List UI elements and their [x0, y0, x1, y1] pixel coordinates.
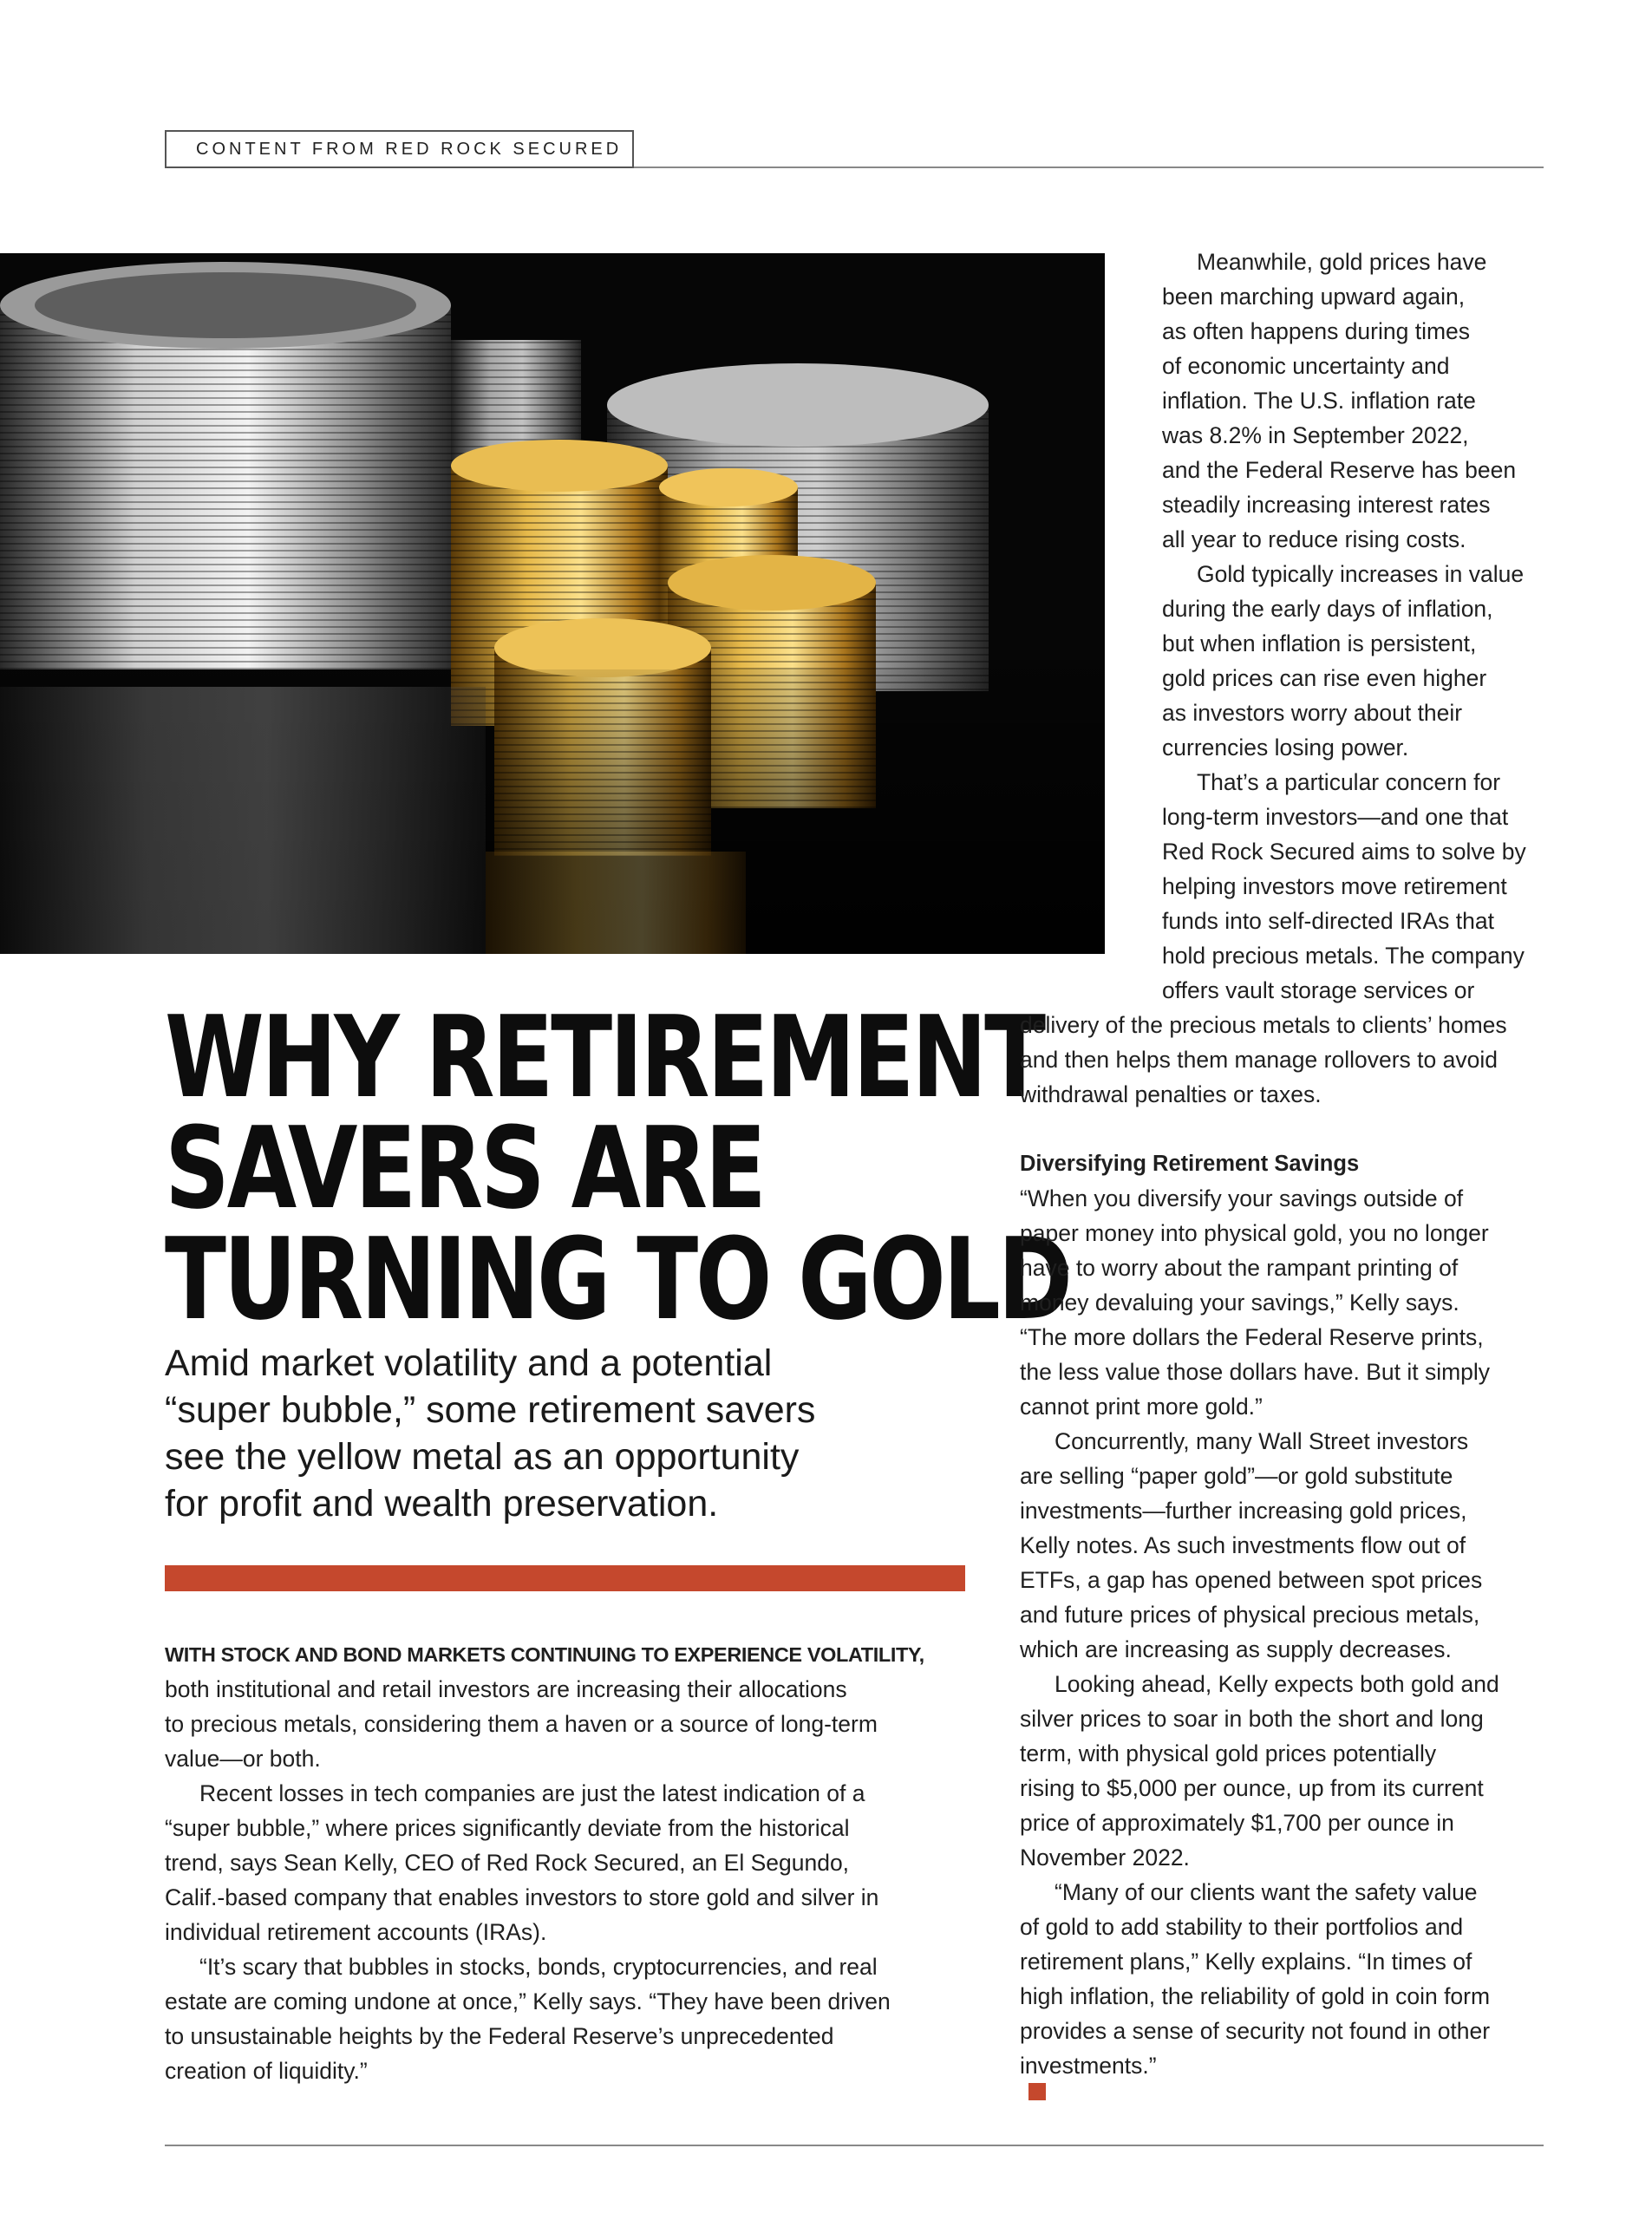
body-line: helping investors move retirement: [1162, 873, 1507, 899]
body-line: which are increasing as supply decreases.: [1020, 1636, 1452, 1662]
body-line: creation of liquidity.”: [165, 2058, 368, 2084]
body-line: to precious metals, considering them a haven or a source of long-term: [165, 1711, 878, 1737]
body-line: currencies losing power.: [1162, 735, 1409, 761]
body-line: are selling “paper gold”—or gold substitute: [1020, 1463, 1453, 1489]
body-line: investments.”: [1020, 2053, 1157, 2079]
body-line: but when inflation is persistent,: [1162, 630, 1477, 656]
body-line: Recent losses in tech companies are just the latest indication of a: [199, 1780, 865, 1806]
body-line: That’s a particular concern for: [1197, 769, 1501, 795]
body-line: as investors worry about their: [1162, 700, 1463, 726]
section-subhead: Diversifying Retirement Savings: [1020, 1152, 1360, 1176]
body-line: as often happens during times: [1162, 318, 1471, 344]
headline-line: SAVERS ARE: [165, 1102, 764, 1234]
body-line: Concurrently, many Wall Street investors: [1055, 1428, 1469, 1454]
dek-line: “super bubble,” some retirement savers: [165, 1389, 816, 1431]
body-line: and future prices of physical precious metals,: [1020, 1602, 1480, 1628]
headline-line: TURNING TO GOLD: [165, 1213, 1070, 1345]
body-line: price of approximately $1,700 per ounce in: [1020, 1810, 1454, 1836]
body-line: paper money into physical gold, you no longer: [1020, 1220, 1489, 1246]
article-body-left: [165, 1637, 971, 2088]
body-line: of gold to add stability to their portfolios and: [1020, 1914, 1464, 1940]
body-line: retirement plans,” Kelly explains. “In times of: [1020, 1949, 1472, 1975]
body-line: long-term investors—and one that: [1162, 804, 1509, 830]
body-line: “Many of our clients want the safety value: [1055, 1879, 1478, 1905]
body-line: during the early days of inflation,: [1162, 596, 1493, 622]
body-line: “It’s scary that bubbles in stocks, bonds, cryptocurrencies, and real: [199, 1954, 878, 1980]
body-line: November 2022.: [1020, 1845, 1190, 1871]
body-line: and the Federal Reserve has been: [1162, 457, 1517, 483]
dek-line: Amid market volatility and a potential: [165, 1342, 773, 1384]
body-line: offers vault storage services or: [1162, 977, 1475, 1003]
dek-line: for profit and wealth preservation.: [165, 1483, 719, 1525]
body-line: cannot print more gold.”: [1020, 1394, 1263, 1420]
body-line: delivery of the precious metals to clients’ homes: [1020, 1012, 1507, 1038]
body-line: funds into self-directed IRAs that: [1162, 908, 1494, 934]
body-line: investments—further increasing gold prices,: [1020, 1498, 1467, 1524]
body-line: individual retirement accounts (IRAs).: [165, 1919, 547, 1945]
end-mark-icon: [1028, 2083, 1046, 2100]
body-line: both institutional and retail investors are increasing their allocations: [165, 1676, 847, 1702]
body-line: Calif.-based company that enables investors to store gold and silver in: [165, 1884, 879, 1910]
body-line: have to worry about the rampant printing of: [1020, 1255, 1459, 1281]
coins-illustration: [0, 253, 1105, 954]
body-line: and then helps them manage rollovers to avoid: [1020, 1047, 1498, 1073]
body-line: been marching upward again,: [1162, 284, 1466, 310]
body-line: ETFs, a gap has opened between spot prices: [1020, 1567, 1483, 1593]
coins-photo: [0, 253, 1105, 954]
final-line: [1020, 2048, 1575, 2100]
body-line: term, with physical gold prices potentially: [1020, 1740, 1437, 1766]
body-line: withdrawal penalties or taxes.: [1020, 1081, 1322, 1107]
dek-line: see the yellow metal as an opportunity: [165, 1436, 800, 1478]
body-line: silver prices to soar in both the short and long: [1020, 1706, 1484, 1732]
sponsor-label: CONTENT FROM RED ROCK SECURED: [165, 130, 634, 168]
body-line: high inflation, the reliability of gold in coin form: [1020, 1983, 1491, 2009]
body-line: value—or both.: [165, 1746, 321, 1772]
header-rule: [634, 166, 1544, 168]
body-line: money devaluing your savings,” Kelly says.: [1020, 1290, 1459, 1316]
lead-in: WITH STOCK AND BOND MARKETS CONTINUING TO EXPERIENCE VOLATILITY,: [165, 1643, 924, 1666]
body-line: trend, says Sean Kelly, CEO of Red Rock Secured, an El Segundo,: [165, 1850, 850, 1876]
body-line: Kelly notes. As such investments flow out of: [1020, 1532, 1466, 1558]
body-line: to unsustainable heights by the Federal Reserve’s unprecedented: [165, 2023, 834, 2049]
body-line: “The more dollars the Federal Reserve prints,: [1020, 1324, 1484, 1350]
body-line: “When you diversify your savings outside of: [1020, 1185, 1464, 1211]
headline-line: WHY RETIREMENT: [165, 991, 1043, 1123]
body-line: estate are coming undone at once,” Kelly says. “They have been driven: [165, 1988, 891, 2014]
body-line: all year to reduce rising costs.: [1162, 526, 1466, 552]
article-body-right: [1020, 245, 1575, 2100]
body-line: provides a sense of security not found in other: [1020, 2018, 1491, 2044]
body-line: Gold typically increases in value: [1197, 561, 1525, 587]
body-line: hold precious metals. The company: [1162, 943, 1525, 969]
body-line: gold prices can rise even higher: [1162, 665, 1487, 691]
body-line: Looking ahead, Kelly expects both gold and: [1055, 1671, 1499, 1697]
article-headline: [165, 991, 1070, 1345]
body-line: of economic uncertainty and: [1162, 353, 1450, 379]
footer-rule: [165, 2145, 1544, 2146]
body-line: rising to $5,000 per ounce, up from its current: [1020, 1775, 1484, 1801]
body-line: steadily increasing interest rates: [1162, 492, 1491, 518]
body-line: Red Rock Secured aims to solve by: [1162, 839, 1526, 865]
article-dek: [165, 1340, 971, 1527]
body-line: the less value those dollars have. But it simply: [1020, 1359, 1491, 1385]
accent-bar: [165, 1565, 965, 1591]
body-line: “super bubble,” where prices significantly deviate from the historical: [165, 1815, 850, 1841]
body-line: inflation. The U.S. inflation rate: [1162, 388, 1476, 414]
body-line: Meanwhile, gold prices have: [1197, 249, 1487, 275]
body-line: was 8.2% in September 2022,: [1162, 422, 1469, 448]
